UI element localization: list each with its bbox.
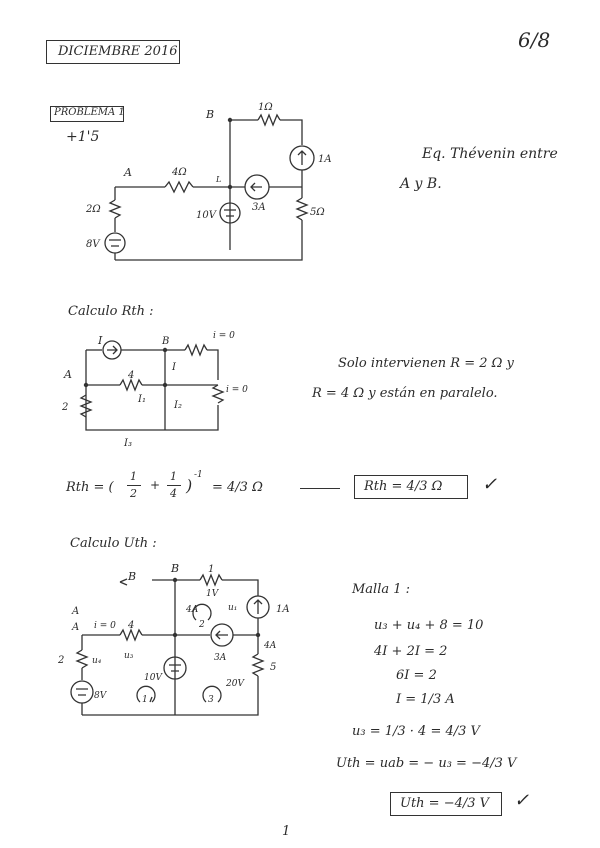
c3-loop1: 1 (142, 695, 148, 705)
mesh-title: Malla 1 : (352, 582, 411, 597)
eq-1: u₃ + u₄ + 8 = 10 (374, 618, 484, 633)
rth-frac1-den: 2 (130, 487, 137, 500)
c2-i0-top: i = 0 (213, 331, 235, 341)
eq-4: I = 1/3 A (396, 692, 455, 707)
rth-arrow (300, 488, 340, 489)
c3-1a: 1A (276, 604, 290, 615)
rth-frac2-num: 1 (170, 470, 177, 483)
rth-check: ✓ (482, 474, 498, 495)
circuit-2 (61, 331, 248, 449)
c3-b2: B (171, 562, 180, 575)
c2-a: A (64, 368, 72, 381)
statement-line1: Eq. Thévenin entre (422, 146, 558, 162)
statement-line2: A y B. (400, 176, 442, 192)
c3-r2: 2 (58, 655, 65, 666)
c2-i3: I₃ (124, 438, 132, 449)
c1-label-a: A (124, 166, 132, 179)
c2-b: B (162, 336, 170, 347)
c3-r5: 5 (270, 662, 277, 673)
c3-a1: A (72, 606, 80, 617)
c1-node: L (216, 175, 222, 184)
c3-r1: 1 (208, 564, 215, 575)
uth-heading: Calculo Uth : (70, 536, 157, 551)
c3-3a: 3A (214, 653, 227, 663)
c3-u4: u₄ (92, 656, 102, 666)
eq-2: 4I + 2I = 2 (374, 644, 448, 659)
rth-frac2-bar (167, 485, 181, 486)
rth-frac1-bar (127, 485, 141, 486)
c3-20v: 20V (226, 679, 244, 689)
c2-r2: 2 (62, 402, 69, 413)
c2-i2: I₂ (174, 400, 182, 411)
c1-v-mid: 10V (196, 210, 216, 221)
c1-r-right: 5Ω (310, 207, 325, 218)
rth-formula-left: Rth = ( (66, 480, 114, 495)
c3-u3: u₃ (124, 651, 134, 661)
c3-4a: 4A (186, 605, 199, 615)
c2-i1: I₁ (138, 394, 146, 405)
c2-i-src: I (98, 334, 103, 347)
rth-formula-close: ) (186, 476, 193, 495)
page-number: 1 (282, 824, 291, 839)
c1-label-b: B (206, 108, 215, 121)
c1-r-left: 2Ω (86, 204, 101, 215)
c3-a2: A (72, 622, 80, 633)
c3-1v: 1V (206, 589, 219, 599)
page-label: 6/8 (518, 28, 551, 52)
c2-i0-right: i = 0 (226, 385, 248, 395)
c1-v-left: 8V (86, 239, 100, 250)
c3-b1: B (128, 570, 137, 583)
rth-exponent: -1 (194, 470, 203, 480)
c3-i0: i = 0 (94, 621, 116, 631)
c3-u1: u₁ (228, 603, 238, 613)
uth-check: ✓ (514, 790, 530, 811)
c3-4a-b: 4A (264, 641, 277, 651)
c3-loop3: 3 (208, 695, 214, 705)
rth-frac2-den: 4 (170, 487, 177, 500)
circuit-1 (85, 102, 332, 260)
rth-heading: Calculo Rth : (68, 304, 154, 319)
c3-loop2: 2 (199, 620, 205, 630)
c2-r4: 4 (128, 370, 135, 381)
uth-result: Uth = −4/3 V (400, 796, 490, 811)
c1-i-mid: 3A (252, 202, 266, 213)
circuit-3 (57, 562, 290, 715)
c2-i-branch: I (172, 362, 176, 373)
c3-r4: 4 (128, 620, 135, 631)
c3-8v: 8V (94, 691, 107, 701)
rth-result: Rth = 4/3 Ω (364, 479, 443, 494)
eq-3: 6I = 2 (396, 668, 437, 683)
c1-r-top: 1Ω (258, 102, 273, 113)
rth-equals-value: = 4/3 Ω (212, 480, 263, 495)
problem-score: +1'5 (66, 129, 100, 145)
eq-6: Uth = uab = − u₃ = −4/3 V (336, 756, 517, 771)
problem-label: PROBLEMA 1 (54, 107, 125, 118)
c1-r-ab: 4Ω (172, 167, 187, 178)
c3-10v: 10V (144, 673, 162, 683)
rth-plus: + (150, 478, 161, 492)
header-title: DICIEMBRE 2016 (58, 44, 178, 59)
rth-note-line2: R = 4 Ω y están en paralelo. (312, 386, 498, 401)
c1-i-right: 1A (318, 154, 332, 165)
rth-frac1-num: 1 (130, 470, 137, 483)
eq-5: u₃ = 1/3 · 4 = 4/3 V (352, 724, 480, 739)
rth-note-line1: Solo intervienen R = 2 Ω y (338, 356, 514, 371)
